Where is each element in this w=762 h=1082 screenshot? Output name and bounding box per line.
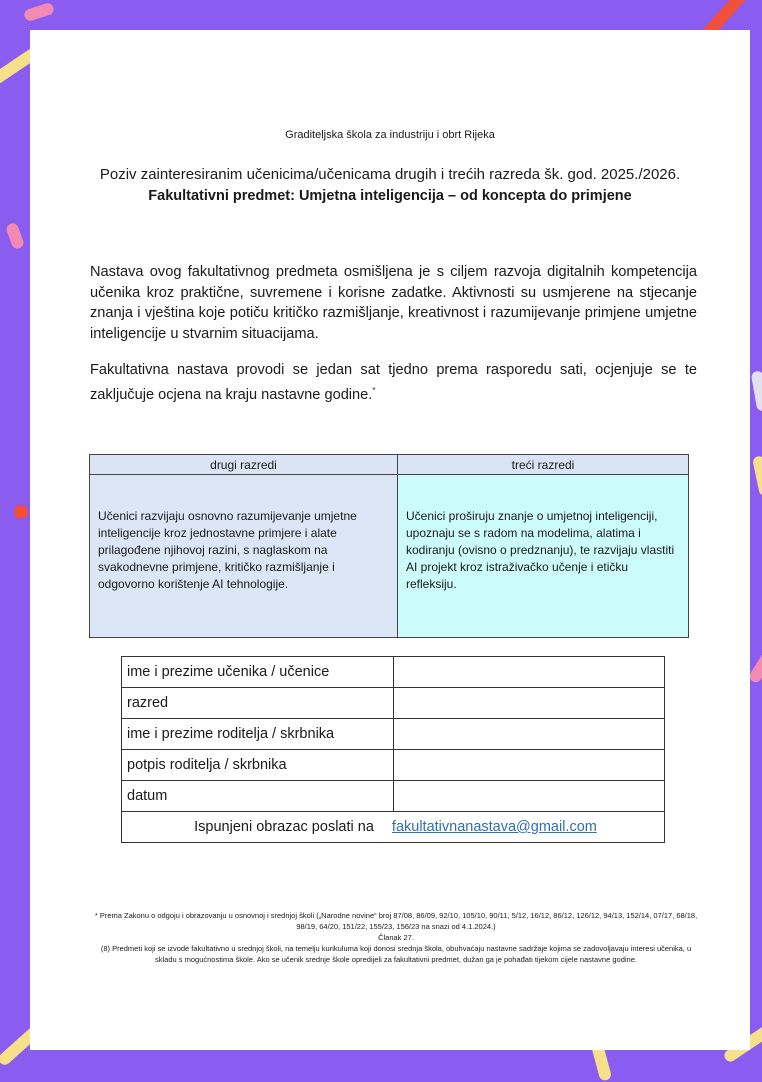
field-parent-name[interactable] [394, 719, 665, 750]
label-parent-signature: potpis roditelja / skrbnika [122, 750, 394, 781]
form-row [122, 750, 665, 781]
form-row [122, 657, 665, 688]
confetti-decoration [752, 455, 762, 497]
confetti-decoration [23, 2, 55, 23]
grade-description-table [89, 454, 689, 638]
confetti-decoration [14, 505, 28, 519]
schedule-text: Fakultativna nastava provodi se jedan sat tjedno prema rasporedu sati, ocjenjuje se te zaključuje ocjena na kraju nastavne godine. [90, 362, 697, 403]
footnote-law: * Prema Zakonu o odgoju i obrazovanju u osnovnoj i srednjoj školi („Narodne novine“ broj 87/08, 86/09, 92/10, 105/10, 90/11, 5/12, 16/12, 86/12, 126/12, 94/13, 152/14, 07/17, 68/18, 98/19, 64/20, 151/22, 155/23, 156/23 na snazi od 4.1.2024.) [94, 911, 698, 931]
grade-header-row [90, 455, 689, 475]
grade-content-row [90, 475, 689, 638]
footnotes [90, 910, 702, 965]
label-student-name: ime i prezime učenika / učenice [122, 657, 394, 688]
field-parent-signature[interactable] [394, 750, 665, 781]
header-third-grades: treći razredi [398, 455, 689, 475]
label-parent-name: ime i prezime roditelja / skrbnika [122, 719, 394, 750]
document-page [30, 30, 750, 1050]
schedule-paragraph [90, 360, 697, 405]
label-date: datum [122, 781, 394, 812]
footnote-article: Članak 27. [378, 933, 414, 942]
confetti-decoration [751, 370, 762, 411]
intro-paragraph: Nastava ovog fakultativnog predmeta osmišljena je s ciljem razvoja digitalnih kompetencija učenika kroz praktične, suvremene i korisne zadatke. Aktivnosti su usmjerene na stjecanje znanja i vještina koje potiču kritičko razmišljanje, kreativnost i razumijevanje primjene umjetne inteligencije u stvarnim situacijama. [90, 264, 697, 342]
footnote-text: (8) Predmeti koji se izvode fakultativno u srednjoj školi, na temelju kurikuluma koji donosi srednja škola, obuhvaćaju nastavne sadržaje kojima se zadovoljavaju interesi učenika, u skladu s mogućnostima škole. Ako se učenik srednje škole opredijeli za fakultativni predmet, dužan ga je pohađati tijekom cijele nastavne godine. [100, 944, 692, 964]
footnote-marker: * [372, 385, 376, 395]
second-grades-description: Učenici razvijaju osnovno razumijevanje umjetne inteligencije kroz jednostavne primjere i alate prilagođene njihovoj razini, s naglaskom na svakodnevne primjene, kritičko razmišljanje i odgovorno korištenje AI tehnologije. [90, 475, 398, 638]
label-grade: razred [122, 688, 394, 719]
send-instructions [122, 812, 665, 843]
form-row [122, 781, 665, 812]
application-form [121, 656, 665, 843]
field-grade[interactable] [394, 688, 665, 719]
form-row [122, 688, 665, 719]
school-name: Graditeljska škola za industriju i obrt Rijeka [285, 129, 495, 141]
send-label: Ispunjeni obrazac poslati na [194, 819, 374, 835]
invitation-line: Poziv zainteresiranim učenicima/učenicama drugih i trećih razreda šk. god. 2025./2026. [99, 166, 681, 183]
send-row [122, 812, 665, 843]
email-link[interactable]: fakultativnanastava@gmail.com [391, 819, 597, 835]
field-student-name[interactable] [394, 657, 665, 688]
field-date[interactable] [394, 781, 665, 812]
subject-title: Fakultativni predmet: Umjetna inteligencija – od koncepta do primjene [148, 188, 632, 204]
form-row [122, 719, 665, 750]
header-second-grades: drugi razredi [90, 455, 398, 475]
third-grades-description: Učenici proširuju znanje o umjetnoj inteligenciji, upoznaju se s radom na modelima, alatima i kodiranju (ovisno o predznanju), te razvijaju vlastiti AI projekt kroz istraživačko učenje i etičku refleksiju. [398, 475, 689, 638]
confetti-decoration [5, 222, 25, 251]
